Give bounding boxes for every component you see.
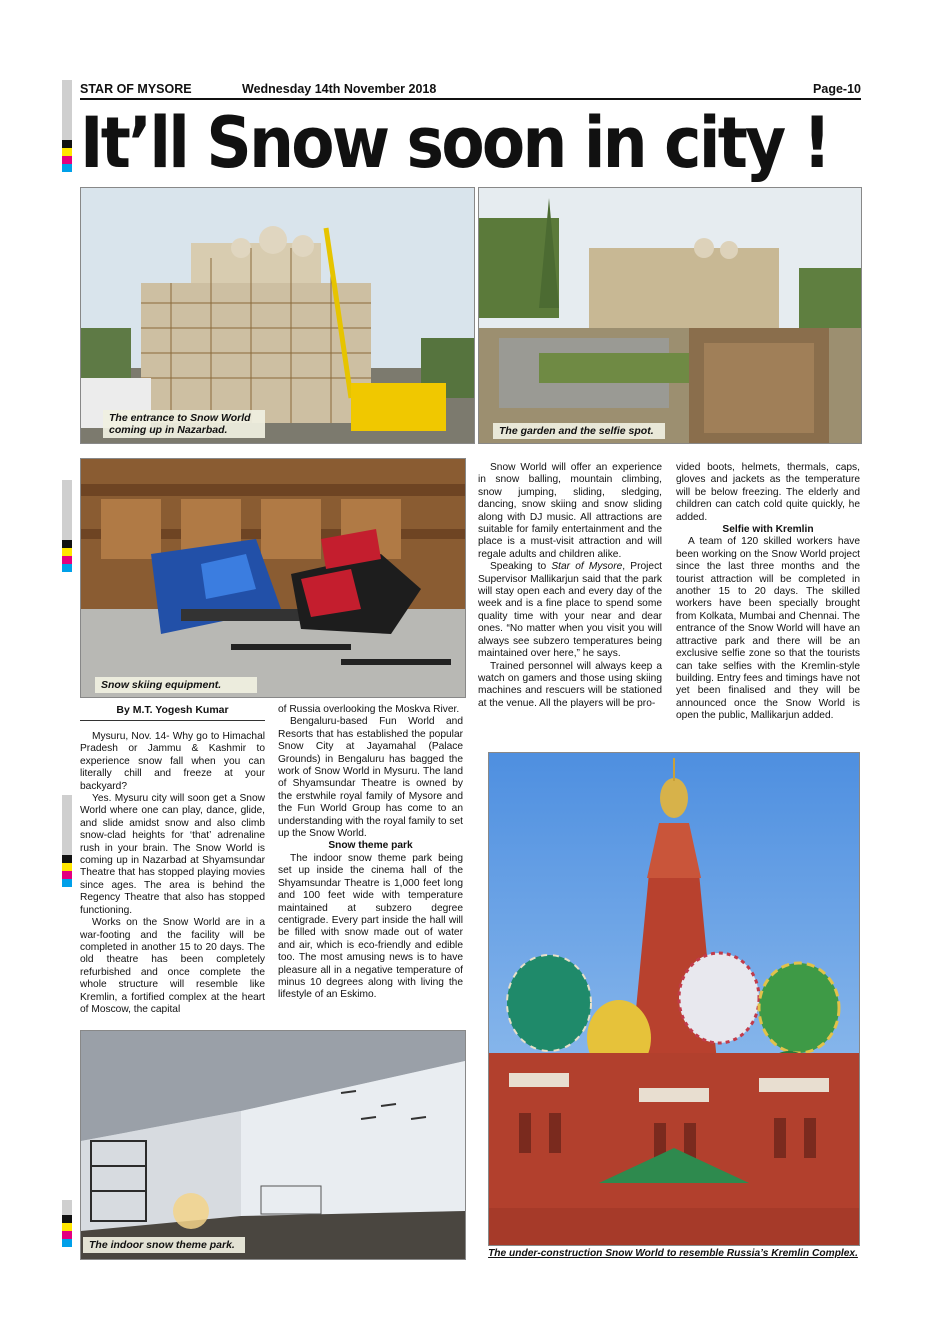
paragraph: Yes. Mysuru city will soon get a Snow World where one can play, dance, glide, and slide amidst snow and also climb snow-clad heights for ‘that’ adrenaline rush in your brain. The Snow World is coming up in Nazarbad at Shyamsundar Theatre that has stopped playing movies since ages. The area is behind the Regency Theatre that also has stopped functioning. [80, 793, 265, 916]
publication-mention: Star of Mysore [551, 561, 623, 573]
photo-entrance [80, 187, 475, 444]
paragraph: of Russia overlooking the Moskva River. [278, 704, 460, 715]
speaking-lead: Speaking to [490, 561, 552, 573]
registration-mark-bottom [62, 1200, 72, 1247]
headline: It’ll Snow soon in city ! [80, 102, 829, 184]
byline: By M.T. Yogesh Kumar [116, 704, 229, 716]
registration-mark-middle-2 [62, 795, 72, 887]
registration-mark-middle-1 [62, 480, 72, 572]
registration-mark-top [62, 80, 72, 172]
paragraph: Bengaluru-based Fun World and Resorts that has established the popular Snow City at Jayamahal (Palace Grounds) in Bengaluru has bagged the work of Snow World in Mysuru. The land of Shyamsundar Theatre is owned by the erstwhile royal family of Mysore and the Fun World Group has come to an understanding with the royal family to set up the Snow World. [278, 716, 463, 840]
page-number: Page-10 [813, 82, 861, 96]
publication-name: STAR OF MYSORE [80, 82, 192, 96]
photo-kremlin [488, 752, 860, 1246]
paragraph: A team of 120 skilled workers have been working on the Snow World project since the last three months and the tourist attraction will be completed in another 15 to 20 days. The skilled workers have been specially brought from Kolkata, Mumbai and Chennai. The entrance of the Snow World will have an attractive park and there will be an exclusive selfie zone so that the tourists can take selfies with the Kremlin-style building. Entry fees and timings have not yet been finalised and they will be announced once the Snow World is open the public, Mallikarjun added. [676, 536, 860, 722]
photo-theme-park [80, 1030, 466, 1260]
issue-date: Wednesday 14th November 2018 [242, 82, 437, 96]
equipment-caption: Snow skiing equipment. [101, 679, 222, 691]
paragraph: Snow World will offer an experience in snow balling, mountain climbing, snow jumping, sliding, sledging, dancing, snow skiing and snow sliding along with DJ music. All attractions are suitable for family entertainment and the place is a must-visit attraction and will regale adults and children alike. [478, 462, 662, 560]
theme-park-caption: The indoor snow theme park. [89, 1239, 235, 1251]
photo-equipment [80, 458, 466, 698]
subhead-snow-theme-park: Snow theme park [328, 840, 413, 852]
subhead-selfie-with-kremlin: Selfie with Kremlin [722, 524, 814, 536]
paragraph: Mysuru, Nov. 14- Why go to Himachal Pradesh or Jammu & Kashmir to experience snow fall when you can literally chill and freeze at your backyard? [80, 731, 265, 792]
kremlin-caption: The under-construction Snow World to resemble Russia’s Kremlin Complex. [488, 1248, 858, 1259]
article-column-2 [278, 704, 463, 1002]
article-column-4 [676, 462, 860, 723]
article-column-1 [80, 731, 265, 1016]
paragraph: Trained personnel will always keep a watch on gamers and those using skiing machines and rescuers will be stationed at the venue. All the players will be pro- [478, 660, 662, 709]
speaking-rest: , Project Supervisor Mallikarjun said that the park will stay open each and every day of the week and is a fine place to spend some quality time with your near and dear ones. “No matter when you visit you will always see subzero temperatures being maintained over here,” he says. [478, 561, 662, 660]
garden-caption: The garden and the selfie spot. [499, 425, 654, 437]
entrance-caption: The entrance to Snow World coming up in Nazarbad. [109, 412, 251, 436]
paragraph [478, 561, 662, 660]
byline-rule [80, 720, 265, 721]
paragraph: vided boots, helmets, thermals, caps, gloves and jackets as the temperature will be below freezing. The elderly and children can catch cold quite quickly, he added. [676, 462, 860, 523]
photo-garden [478, 187, 862, 444]
masthead [80, 80, 861, 98]
article-column-3 [478, 462, 662, 710]
paragraph: Works on the Snow World are in a war-footing and the facility will be completed in another 15 to 20 days. The old theatre has been completely refurbished and once complete the whole structure will resemble like Kremlin, a fortified complex at the heart of Moscow, the capital [80, 917, 265, 1015]
paragraph: The indoor snow theme park being set up inside the cinema hall of the Shyamsundar Theatre is 1,000 feet long and 100 feet wide with temperature maintained at subzero degree centigrade. Every part inside the hall will be filled with snow made out of water and air, which is eco-friendly and edible too. The most amusing news is to have pleasure all in a negative temperature of minus 10 degrees along with living the lifestyle of an Eskimo. [278, 852, 463, 1001]
